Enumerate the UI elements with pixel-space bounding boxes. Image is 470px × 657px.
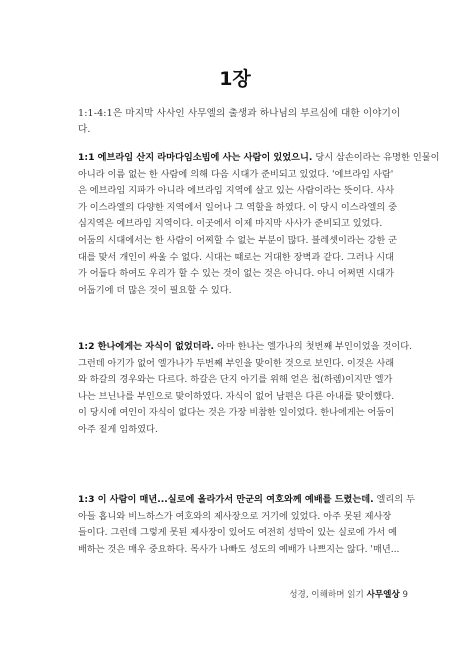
paragraph-line: 배하는 것은 매우 중요하다. 목사가 나빠도 성도의 예배가 나쁘지는 않다. '매년... bbox=[78, 543, 400, 555]
paragraph-line: 은 에브라임 지파가 아니라 에브라임 지역에 살고 있는 사람이라는 뜻이다. 사사 bbox=[78, 185, 395, 197]
paragraph-1-3 bbox=[78, 492, 415, 558]
paragraph-1-1 bbox=[78, 150, 440, 299]
paragraph-line: 그런데 아기가 없어 엘가나가 두번째 부인을 맞이한 것으로 보인다. 이것은 사래 bbox=[78, 357, 395, 369]
paragraph-line: 아니라 이름 없는 한 사람에 의해 다음 시대가 준비되고 있었다. '에브라임 사람' bbox=[78, 168, 394, 180]
paragraph-line: 심지역은 에브라임 지역이다. 이곳에서 이제 마지막 사사가 준비되고 있었다. bbox=[78, 218, 383, 230]
paragraph-1-2 bbox=[78, 339, 412, 439]
paragraph-line: 어둠의 시대에서는 한 사람이 어찌할 수 없는 부분이 많다. 블레셋이라는 강한 군 bbox=[78, 234, 398, 246]
paragraph-line: 나는 브닌나를 부인으로 맞이하였다. 자식이 없어 남편은 다른 아내를 맞이했다. bbox=[78, 390, 395, 402]
paragraph-line: 들이다. 그런데 그렇게 못된 제사장이 있어도 여전히 성막이 있는 실로에 가서 예 bbox=[78, 527, 398, 539]
verse-lead: 1:2 한나에게는 자식이 없었더라. bbox=[78, 341, 215, 352]
intro-text: 1:1-4:1은 마지막 사사인 사무엘의 출생과 하나님의 부르심에 대한 이야기이다. bbox=[78, 108, 401, 135]
footer-book-title: 성경, 이해하며 읽기 bbox=[289, 590, 364, 600]
paragraph-line: 가 어둡다 하여도 우리가 할 수 있는 것이 없는 것은 아니다. 아니 어쩌면 시대가 bbox=[78, 268, 395, 280]
paragraph-line bbox=[78, 339, 412, 356]
paragraph-line: 대를 맞서 개인이 싸울 수 없다. 시대는 때로는 거대한 장벽과 같다. 그러나 시대 bbox=[78, 251, 395, 263]
page-number: 9 bbox=[402, 590, 408, 600]
paragraph-line bbox=[78, 492, 415, 509]
paragraph-line: 이 당시에 여인이 자식이 없다는 것은 가장 비참한 일이었다. 한나에게는 어둠이 bbox=[78, 407, 395, 419]
page-footer bbox=[289, 588, 408, 600]
chapter-title: 1장 bbox=[219, 68, 251, 90]
verse-lead: 1:3 이 사람이 매년...실로에 올라가서 만군의 여호와께 예배를 드렸는데. bbox=[78, 494, 374, 505]
line-text: 엘리의 두 bbox=[373, 494, 415, 505]
paragraph-line: 아주 짙게 임하였다. bbox=[78, 423, 158, 435]
line-text: 아마 한나는 엘가나의 첫번째 부인이었을 것이다. bbox=[214, 341, 412, 352]
line-text: 당시 삼손이라는 유명한 인물이 bbox=[312, 152, 440, 163]
verse-lead: 1:1 에브라임 산지 라마다임소빔에 사는 사람이 있었으니. bbox=[78, 152, 313, 163]
footer-series-title: 사무엘상 bbox=[366, 590, 400, 600]
paragraph-line: 가 이스라엘의 다양한 지역에서 일어나 그 역할을 하였다. 이 당시 이스라엘의 중 bbox=[78, 201, 398, 213]
paragraph-line bbox=[78, 150, 440, 167]
paragraph-line: 와 하갈의 경우와는 다르다. 하갈은 단지 아기를 위해 얻은 첩(하렘)이지만 엘가 bbox=[78, 374, 393, 386]
paragraph-line: 어둡기에 더 많은 것이 필요할 수 있다. bbox=[78, 284, 232, 296]
paragraph-line: 아들 홉니와 비느하스가 여호와의 제사장으로 거기에 있었다. 아주 못된 제사장 bbox=[78, 510, 392, 522]
